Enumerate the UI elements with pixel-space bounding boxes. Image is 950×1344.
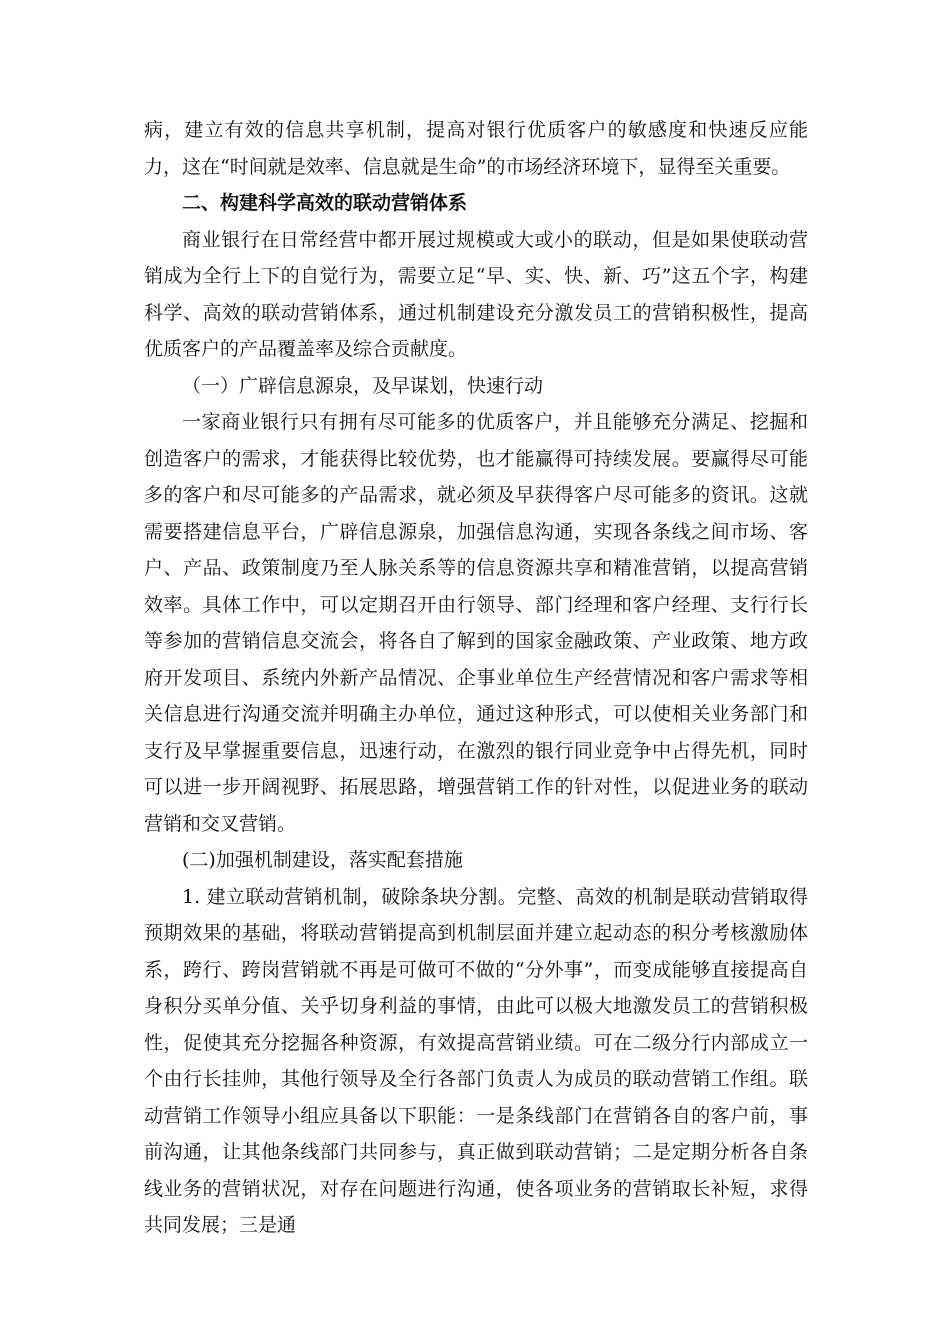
paragraph-continued: 病，建立有效的信息共享机制，提高对银行优质客户的敏感度和快速反应能力，这在“时间就是效率、信息就是生命”的市场经济环境下，显得至关重要。 [144, 119, 808, 178]
subsection-heading-1: （一）广辟信息源泉，及早谋划，快速行动 [182, 374, 544, 397]
section-heading: 二、构建科学高效的联动营销体系 [182, 192, 468, 214]
paragraph-intro: 商业银行在日常经营中都开展过规模或大或小的联动，但是如果使联动营销成为全行上下的自觉行为，需要立足“早、实、快、新、巧”这五个字，构建科学、高效的联动营销体系，通过机制建设充分激发员工的营销积极性，提高优质客户的产品覆盖率及综合贡献度。 [144, 228, 808, 360]
paragraph-mechanism: 1. 建立联动营销机制，破除条块分割。完整、高效的机制是联动营销取得预期效果的基础，将联动营销提高到机制层面并建立起动态的积分考核激励体系，跨行、跨岗营销就不再是可做可不做的“分外事”，而变成能够直接提高自身积分买单分值、关乎切身利益的事情，由此可以极大地激发员工的营销积极性，促使其充分挖掘各种资源，有效提高营销业绩。可在二级分行内部成立一个由行长挂帅，其他行领导及全行各部门负责人为成员的联动营销工作组。联动营销工作领导小组应具备以下职能：一是条线部门在营销各自的客户前，事前沟通，让其他条线部门共同参与，真正做到联动营销；二是定期分析各自条线业务的营销状况，对存在问题进行沟通，使各项业务的营销取长补短，求得共同发展；三是通 [144, 885, 808, 1236]
subsection-heading-2: (二)加强机制建设，落实配套措施 [182, 849, 463, 871]
document-body [144, 112, 808, 1244]
paragraph-information: 一家商业银行只有拥有尽可能多的优质客户，并且能够充分满足、挖掘和创造客户的需求，才能获得比较优势，也才能赢得可持续发展。要赢得尽可能多的客户和尽可能多的产品需求，就必须及早获得客户尽可能多的资讯。这就需要搭建信息平台，广辟信息源泉，加强信息沟通，实现各条线之间市场、客户、产品、政策制度乃至人脉关系等的信息资源共享和精准营销，以提高营销效率。具体工作中，可以定期召开由行领导、部门经理和客户经理、支行行长等参加的营销信息交流会，将各自了解到的国家金融政策、产业政策、地方政府开发项目、系统内外新产品情况、企事业单位生产经营情况和客户需求等相关信息进行沟通交流并明确主办单位，通过这种形式，可以使相关业务部门和支行及早掌握重要信息，迅速行动，在激烈的银行同业竞争中占得先机，同时可以进一步开阔视野、拓展思路，增强营销工作的针对性，以促进业务的联动营销和交叉营销。 [144, 411, 808, 835]
